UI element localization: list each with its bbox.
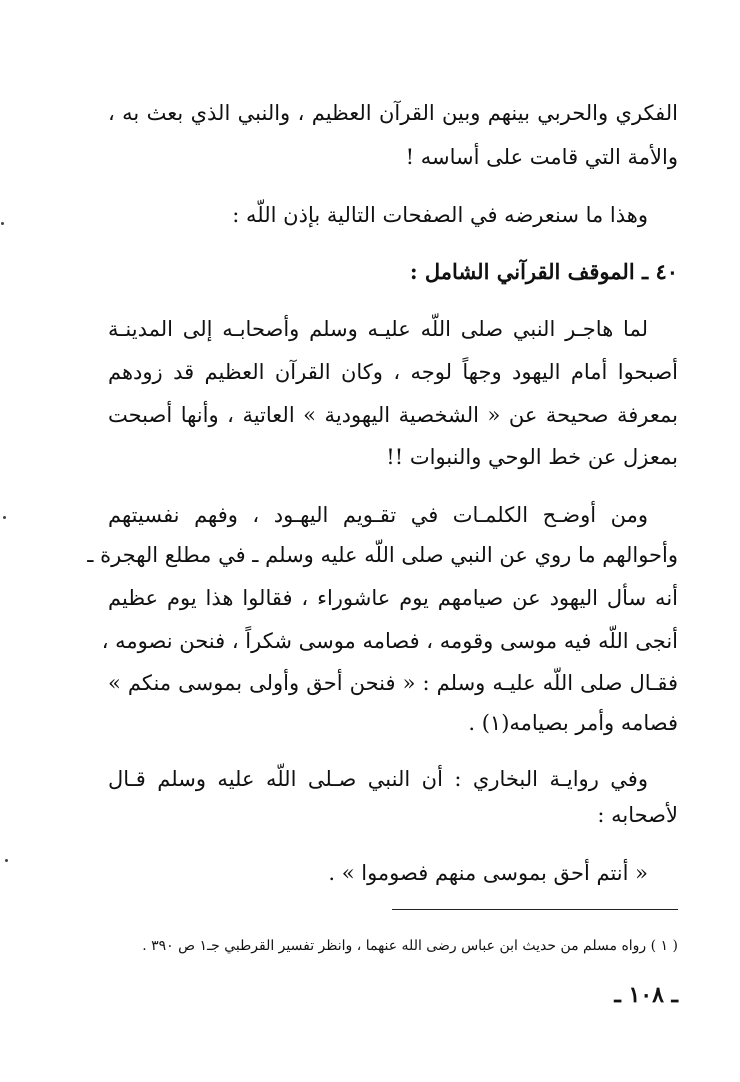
text-line: وفي روايـة البخاري : أن النبي صـلى اللّه عليه وسلم قـال	[108, 767, 648, 791]
scan-speck	[5, 859, 8, 862]
section-heading: ٤٠ ـ الموقف القرآني الشامل :	[409, 259, 678, 284]
text-line: أصبحوا أمام اليهود وجهاً لوجه ، وكان القرآن العظيم قد زودهم	[108, 360, 678, 384]
footnote: ( ١ ) رواه مسلم من حديث ابن عباس رضى الله عنهما ، وانظر تفسير القرطبي جـ١ ص ٣٩٠ .	[142, 938, 678, 954]
footnote-separator	[392, 909, 678, 910]
text-line: بمعرفة صحيحة عن « الشخصية اليهودية » العاتية ، وأنها أصبحت	[108, 403, 678, 427]
text-line: الفكري والحربي بينهم وبين القرآن العظيم ، والنبي الذي بعث به ،	[108, 101, 678, 125]
text-line: أنجى اللّه فيه موسى وقومه ، فصامه موسى شكراً ، فنحن نصومه ،	[101, 629, 678, 653]
scan-speck	[1, 222, 4, 225]
page-number: ـ ١٠٨ ـ	[614, 982, 678, 1008]
quote-line: « أنتم أحق بموسى منهم فصوموا » .	[328, 861, 648, 885]
text-line: لما هاجـر النبي صلى اللّه عليـه وسلم وأصحابـه إلى المدينـة	[108, 317, 648, 341]
text-line: ومن أوضـح الكلمـات في تقـويم اليهـود ، وفهم نفسيتهم	[108, 503, 648, 527]
text-line: والأمة التي قامت على أساسه !	[405, 145, 678, 169]
scan-speck	[3, 516, 6, 519]
text-line: فقـال صلى اللّه عليـه وسلم : « فنحن أحق وأولى بموسى منكم »	[108, 671, 678, 695]
text-line: أنه سأل اليهود عن صيامهم يوم عاشوراء ، فقالوا هذا يوم عظيم	[108, 586, 678, 610]
text-line: لأصحابه :	[597, 803, 678, 827]
text-line: فصامه وأمر بصيامه(١) .	[468, 711, 678, 735]
text-line: بمعزل عن خط الوحي والنبوات !!	[386, 445, 678, 469]
text-line: وهذا ما سنعرضه في الصفحات التالية بإذن اللّه :	[232, 203, 648, 227]
text-line: وأحوالهم ما روي عن النبي صلى اللّه عليه وسلم ـ في مطلع الهجرة ـ	[87, 543, 678, 567]
